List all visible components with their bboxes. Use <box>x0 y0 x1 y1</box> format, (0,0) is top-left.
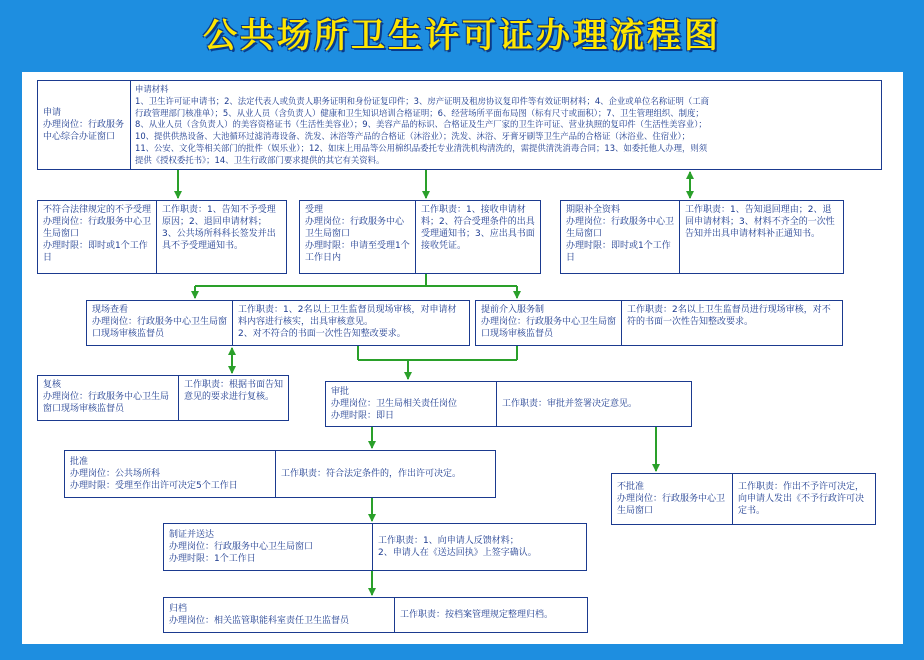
supplement-box <box>560 200 844 274</box>
accept-duty: 工作职责：1、接收申请材料；2、符合受理条件的出具受理通知书；3、应出具书面接收凭证。 <box>421 205 535 251</box>
recheck-post: 办理岗位：行政服务中心卫生局窗口现场审核监督员 <box>43 392 170 414</box>
supplement-post: 办理岗位：行政服务中心卫生局窗口 <box>566 217 675 239</box>
review-post: 办理岗位：卫生局相关责任岗位 <box>331 399 458 409</box>
materials-line-3: 8、从业人员（含负责人）的美容资格证书（生活性美容业）；9、美容产品的标识、合格证及生产厂家的卫生许可证、营业执照的复印件（生活性美容业）； <box>135 119 707 130</box>
review-step-title: 审批 <box>331 387 350 397</box>
archive-box <box>163 597 588 633</box>
apply-box <box>37 80 882 170</box>
recheck-left-cell <box>38 376 178 420</box>
reject-duty: 工作职责：1、告知不予受理原因；2、退回申请材料；3、公共场所科科长签发并出具不予受理通知书。 <box>162 205 276 251</box>
reject-post: 办理岗位：行政服务中心卫生局窗口 <box>43 217 152 239</box>
onsite-duty-1: 工作职责：1、2名以上卫生监督员现场审核，对申请材料内容进行核实，出具审核意见。 <box>238 305 457 327</box>
issue-post: 办理岗位：行政服务中心卫生局窗口 <box>169 542 314 552</box>
review-left-cell <box>326 382 496 426</box>
early-duty-cell <box>621 301 842 345</box>
page-title: 公共场所卫生许可证办理流程图 <box>203 16 721 56</box>
recheck-duty-cell <box>178 376 288 420</box>
deny-box <box>611 473 876 525</box>
issue-step-title: 制证并送达 <box>169 530 215 540</box>
deny-duty-cell <box>732 474 875 524</box>
accept-time: 办理时限：申请至受理1个工作日内 <box>305 241 410 263</box>
apply-step-title: 申请 <box>43 108 62 118</box>
deny-post: 办理岗位：行政服务中心卫生局窗口 <box>617 494 726 516</box>
review-duty-cell <box>496 382 691 426</box>
issue-duty-1: 工作职责：1、向申请人反馈材料； <box>378 536 519 546</box>
archive-left-cell <box>164 598 394 632</box>
accept-duty-cell <box>415 201 540 273</box>
early-left-cell <box>476 301 621 345</box>
materials-title: 申请材料 <box>135 84 169 94</box>
approve-duty: 工作职责：符合法定条件的，作出许可决定。 <box>281 469 462 479</box>
issue-duty-2: 2、申请人在《送达回执》上签字确认。 <box>378 548 537 558</box>
onsite-box <box>86 300 470 346</box>
apply-post: 办理岗位：行政服务中心综合办证窗口 <box>43 120 125 142</box>
deny-step-title: 不批准 <box>617 482 645 492</box>
issue-time: 办理时限：1个工作日 <box>169 554 256 564</box>
supplement-duty-cell <box>679 201 843 273</box>
onsite-duty-2: 2、对不符合的书面一次性告知整改要求。 <box>238 329 406 339</box>
review-box <box>325 381 692 427</box>
issue-box <box>163 523 587 571</box>
review-duty: 工作职责：审批并签署决定意见。 <box>502 399 638 409</box>
supplement-step-title: 期限补全资料 <box>566 205 621 215</box>
early-box <box>475 300 843 346</box>
recheck-box <box>37 375 289 421</box>
onsite-left-cell <box>87 301 232 345</box>
approve-post: 办理岗位：公共场所科 <box>70 469 161 479</box>
deny-duty: 工作职责：作出不予许可决定，向申请人发出《不予行政许可决定书。 <box>738 482 865 516</box>
onsite-duty-cell <box>232 301 469 345</box>
supplement-duty: 工作职责：1、告知退回理由；2、退回申请材料；3、材料不齐全的一次性告知并出具申请材料补正通知书。 <box>685 205 835 239</box>
issue-duty-cell <box>372 524 586 570</box>
supplement-left-cell <box>561 201 679 273</box>
onsite-step-title: 现场查看 <box>92 305 129 315</box>
deny-left-cell <box>612 474 732 524</box>
approve-box <box>64 450 496 498</box>
materials-line-2: 行政管理部门核准单）；5、从业人员（含负责人）健康和卫生知识培训合格证明；6、经营场所平面布局图（标有尺寸或面积）；7、卫生管理组织、制度； <box>135 107 704 118</box>
reject-left-cell <box>38 201 156 273</box>
archive-duty-cell <box>394 598 587 632</box>
reject-box <box>37 200 287 274</box>
accept-left-cell <box>300 201 415 273</box>
supplement-time: 办理时限：即时或1个工作日 <box>566 241 671 263</box>
materials-line-6: 提供《授权委托书》；14、卫生行政部门要求提供的其它有关资料。 <box>135 154 385 165</box>
approve-duty-cell <box>275 451 495 497</box>
accept-post: 办理岗位：行政服务中心卫生局窗口 <box>305 217 405 239</box>
approve-time: 办理时限：受理至作出许可决定5个工作日 <box>70 481 238 491</box>
reject-duty-cell <box>156 201 286 273</box>
reject-time: 办理时限：即时或1个工作日 <box>43 241 148 263</box>
apply-materials-cell <box>130 81 881 169</box>
reject-step-title: 不符合法律规定的不予受理 <box>43 205 152 215</box>
issue-left-cell <box>164 524 372 570</box>
accept-box <box>299 200 541 274</box>
early-duty: 工作职责：2名以上卫生监督员进行现场审核，对不符的书面一次性告知整改要求。 <box>627 305 831 327</box>
recheck-step-title: 复核 <box>43 380 62 390</box>
materials-line-1: 1、卫生许可证申请书；2、法定代表人或负责人职务证明和身份证复印件；3、房产证明及租房协议复印件等有效证明材料；4、企业或单位名称证明（工商 <box>135 95 710 106</box>
archive-step-title: 归档 <box>169 604 188 614</box>
approve-left-cell <box>65 451 275 497</box>
approve-step-title: 批准 <box>70 457 89 467</box>
apply-left-cell <box>38 81 130 169</box>
materials-line-5: 11、公安、文化等相关部门的批件（娱乐业）；12、如床上用品等公用棉织品委托专业清洗机构清洗的，需提供清洗消毒合同；13、如委托他人办理，则须 <box>135 142 708 153</box>
early-post: 办理岗位：行政服务中心卫生局窗口现场审核监督员 <box>481 317 617 339</box>
onsite-post: 办理岗位：行政服务中心卫生局窗口现场审核监督员 <box>92 317 228 339</box>
materials-line-4: 10、提供供热设备、大池循环过滤消毒设备、洗发、沐浴等产品的合格证（沐浴业）；洗发、沐浴、牙膏牙刷等卫生产品的合格证（沐浴业、住宿业）； <box>135 131 691 142</box>
review-time: 办理时限：即日 <box>331 411 395 421</box>
recheck-duty: 工作职责：根据书面告知意见的要求进行复核。 <box>184 380 284 402</box>
early-step-title: 提前介入服务制 <box>481 305 545 315</box>
archive-post: 办理岗位：相关监管职能科室责任卫生监督员 <box>169 616 350 626</box>
accept-step-title: 受理 <box>305 205 324 215</box>
archive-duty: 工作职责：按档案管理规定整理归档。 <box>400 610 554 620</box>
